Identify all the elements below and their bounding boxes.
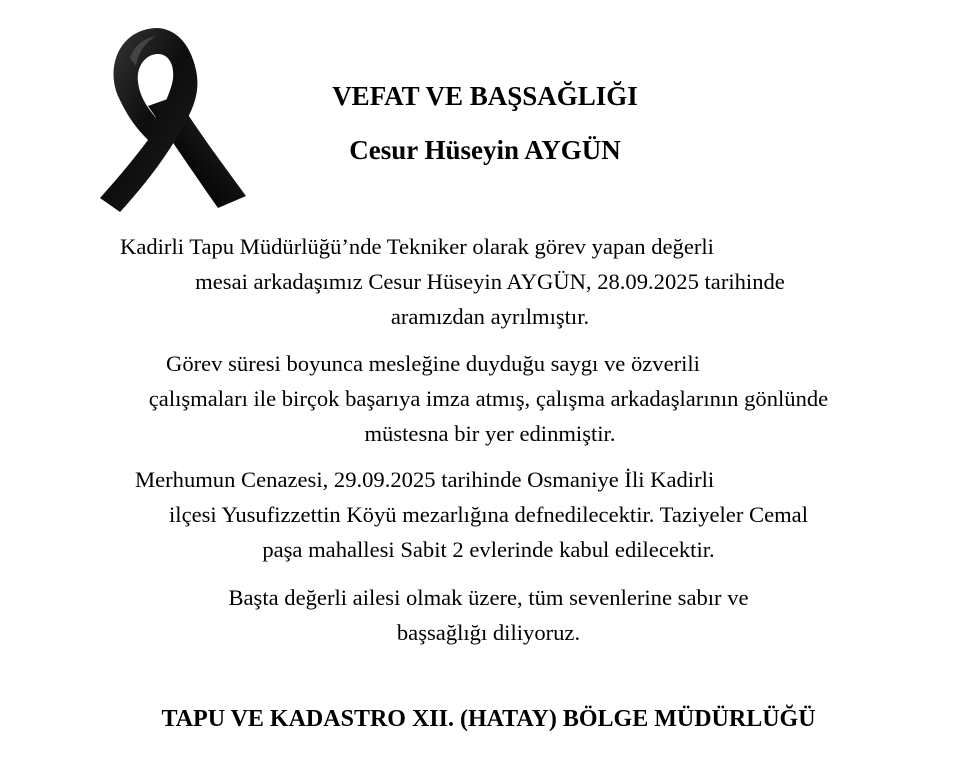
mourning-ribbon-icon (78, 18, 248, 214)
document-title: VEFAT VE BAŞSAĞLIĞI (332, 81, 638, 111)
paragraph-1-line-1: Kadirli Tapu Müdürlüğü’nde Tekniker olarak görev yapan değerli (120, 234, 714, 259)
paragraph-2-line-3: müstesna bir yer edinmiştir. (364, 421, 616, 446)
paragraph-3-line-2: ilçesi Yusufizzettin Köyü mezarlığına defnedilecektir. Taziyeler Cemal (169, 502, 808, 527)
paragraph-2-line-2: çalışmaları ile birçok başarıya imza atmış, çalışma arkadaşlarının gönlünde (148, 386, 829, 411)
paragraph-3-line-3: paşa mahallesi Sabit 2 evlerinde kabul edilecektir. (262, 537, 715, 562)
paragraph-4-line-2: başsağlığı diliyoruz. (396, 620, 581, 645)
paragraph-1-line-2: mesai arkadaşımız Cesur Hüseyin AYGÜN, 28.09.2025 tarihinde (195, 269, 785, 294)
paragraph-3-line-1: Merhumun Cenazesi, 29.09.2025 tarihinde Osmaniye İli Kadirli (135, 467, 715, 492)
paragraph-1-line-3: aramızdan ayrılmıştır. (390, 304, 590, 329)
paragraph-2-line-1: Görev süresi boyunca mesleğine duyduğu saygı ve özverili (166, 351, 700, 376)
signature-institution: TAPU VE KADASTRO XII. (HATAY) BÖLGE MÜDÜRLÜĞÜ (161, 706, 816, 732)
paragraph-4-line-1: Başta değerli ailesi olmak üzere, tüm sevenlerine sabır ve (228, 585, 749, 610)
deceased-name: Cesur Hüseyin AYGÜN (349, 135, 621, 165)
